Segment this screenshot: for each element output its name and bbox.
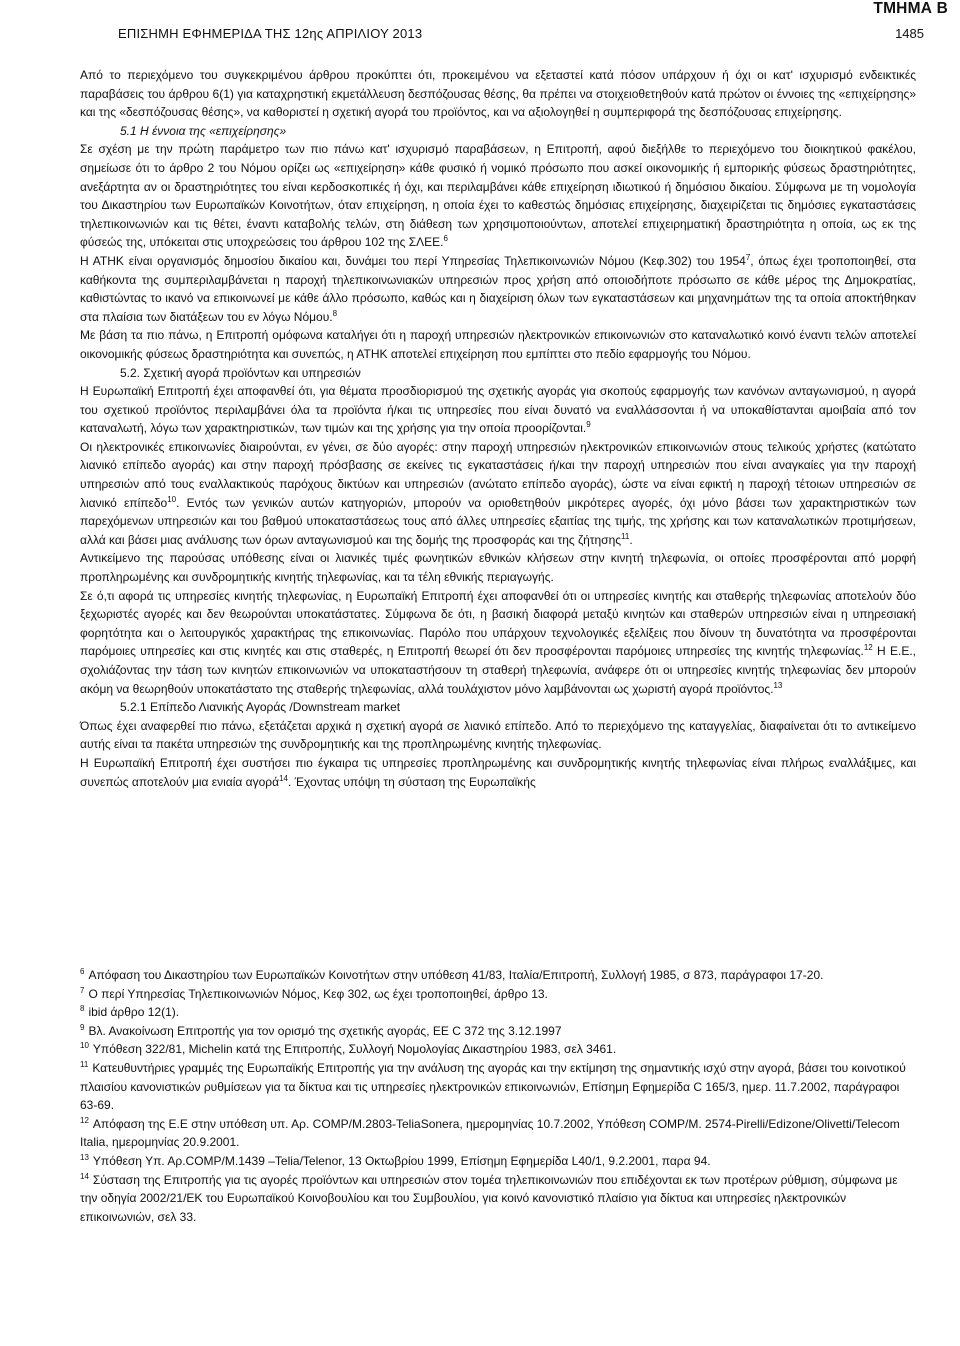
paragraph-text: , όπως έχει τροποποιηθεί, στα καθήκοντα της συμπεριλαμβάνεται η παροχή τηλεπικοινωνιακών υπηρεσιών προς χρήση από οποιοδήποτε πρόσωπο σε κάθε μέρος της Δημοκρατίας, καθιστώντας το ικανό να επικοινωνεί με κάθε άλλο πρόσωπο, καθώς και η διαχείριση όλων των εγκαταστάσεων και μηχανημάτων της τα οποία αποκτήθηκαν στα πλαίσια των διατάξεων του εν λόγω Νόμου. <box>80 253 916 324</box>
footnote-text: Κατευθυντήριες γραμμές της Ευρωπαϊκής Επιτροπής για την ανάλυση της αγοράς και την εκτίμηση της σημαντικής ισχύ στην αγορά, βάσει του κοινοτικού πλαισίου κανονιστικών ρυθμίσεων για τα δίκτυα και τις υπηρεσίες ηλεκτρονικών επικοινωνιών, Επίσημη Εφημερίδα C 165/3, ημερ. 11.7.2002, παράγραφοι 63-69. <box>80 1060 906 1113</box>
footnote <box>80 985 916 1004</box>
paragraph <box>80 382 916 438</box>
footnote-text: Βλ. Ανακοίνωση Επιτροπής για τον ορισμό της σχετικής αγοράς, ΕΕ C 372 της 3.12.1997 <box>88 1023 562 1038</box>
footnote-text: ibid άρθρο 12(1). <box>88 1005 180 1020</box>
paragraph <box>80 140 916 252</box>
footnote-ref: 9 <box>586 420 591 430</box>
footnote-ref: 7 <box>745 252 751 262</box>
footnotes <box>80 966 916 1226</box>
footnote <box>80 1022 916 1041</box>
paragraph: Όπως έχει αναφερθεί πιο πάνω, εξετάζεται αρχικά η σχετική αγορά σε λιανικό επίπεδο. Από το περιεχόμενο της καταγγελίας, διαφαίνεται ότι το αντικείμενο αυτής είναι τα πακέτα υπηρεσιών της συνδρομητικής και της προπληρωμένης κινητής τηλεφωνίας. <box>80 718 916 752</box>
footnote <box>80 1003 916 1022</box>
footnote-mark: 12 <box>80 1115 89 1125</box>
paragraph: Με βάση τα πιο πάνω, η Επιτροπή ομόφωνα καταλήγει ότι η παροχή υπηρεσιών ηλεκτρονικών επικοινωνιών στο καταναλωτικό κοινό έναντι τελών αποτελεί οικονομικής φύσεως δραστηριότητα και συνεπώς, η ΑΤΗΚ αποτελεί επιχείρηση που εμπίπτει στο πεδίο εφαρμογής του Νόμου. <box>80 328 916 361</box>
footnote-text: Υπόθεση Υπ. Αρ.COMP/M.1439 –Telia/Telenor, 13 Οκτωβρίου 1999, Επίσημη Εφημερίδα L40/1, 9.2.2001, παρα 94. <box>92 1153 711 1168</box>
footnote-ref: 6 <box>443 234 448 244</box>
footnote-text: Απόφαση του Δικαστηρίου των Ευρωπαϊκών Κοινοτήτων στην υπόθεση 41/83, Ιταλία/Επιτροπή, Συλλογή 1985, σ 873, παράγραφοι 17-20. <box>88 968 824 982</box>
footnote-mark: 6 <box>80 967 85 976</box>
section-heading: 5.1 Η έννοια της «επιχείρησης» <box>120 123 287 138</box>
paragraph-text: Η Ευρωπαϊκή Επιτροπή έχει αποφανθεί ότι, για θέματα προσδιορισμού της σχετικής αγοράς για σκοπούς εφαρμογής των κανόνων ανταγωνισμού, η αγορά του σχετικού προϊόντος περιλαμβάνει όλα τα προϊόντα ή/και τις υπηρεσίες που είναι δυνατό να εναλλάσσονται ή να υποκαθίστανται αμοιβαία από τον καταναλωτή, λόγω των χαρακτηριστικών, των τιμών και της χρήσης για την οποία προορίζονται. <box>80 384 916 436</box>
footnote-ref: 11 <box>621 531 630 541</box>
footnote-ref: 14 <box>279 773 288 783</box>
footnote <box>80 1059 916 1115</box>
paragraph-text: . Έχοντας υπόψη τη σύσταση της Ευρωπαϊκής <box>287 774 536 789</box>
footnote <box>80 1040 916 1059</box>
footnote-ref: 13 <box>773 680 783 690</box>
paragraph: Αντικείμενο της παρούσας υπόθεσης είναι οι λιανικές τιμές φωνητικών εθνικών κλήσεων στην κινητή τηλεφωνία, οι οποίες προσφέρονται από μορφή προπληρωμένης και συνδρομητικής κινητής τηλεφωνίας, και τα τέλη εθνικής περιαγωγής. <box>80 551 916 585</box>
paragraph <box>80 438 916 550</box>
main-text <box>80 66 916 791</box>
paragraph <box>80 754 916 791</box>
footnote-mark: 13 <box>80 1152 89 1162</box>
paragraph-text: Η ΑΤΗΚ είναι οργανισμός δημοσίου δικαίου και, δυνάμει του περί Υπηρεσίας Τηλεπικοινωνιών Νόμου (Κεφ.302) του 1954 <box>80 253 746 268</box>
paragraph <box>80 252 916 326</box>
footnote-text: Σύσταση της Επιτροπής για τις αγορές προϊόντων και υπηρεσιών στον τομέα τηλεπικοινωνιών που επιδέχονται εκ των προτέρων ρύθμιση, σύμφωνα με την οδηγία 2002/21/ΕΚ του Ευρωπαϊκού Κοινοβουλίου και του Συμβουλίου, για κοινό κανονιστικό πλαίσιο για δίκτυα και υπηρεσίες ηλεκτρονικών επικοινωνιών, σελ 33. <box>80 1172 898 1224</box>
footnote-text: Ο περί Υπηρεσίας Τηλεπικοινωνιών Νόμος, Κεφ 302, ως έχει τροποποιηθεί, άρθρο 13. <box>88 986 548 1001</box>
running-header: ΕΠΙΣΗΜΗ ΕΦΗΜΕΡΙΔΑ ΤΗΣ 12ης ΑΠΡΙΛΙΟΥ 2013 <box>118 26 423 41</box>
footnote <box>80 966 916 985</box>
footnote-ref: 12 <box>863 643 873 653</box>
paragraph-text: . Εντός των γενικών αυτών κατηγοριών, μπορούν να οριοθετηθούν μικρότερες αγορές, όχι μόνο βάσει των χαρακτηριστικών των παρεχόμενων υπηρεσιών και του βαθμού υποκαταστάσεως τους από άλλες υπηρεσίες εξαιτίας της τιμής, της χρήσης και των καταναλωτικών προτιμήσεων, αλλά και βάσει μιας ανάλυσης των όρων ανταγωνισμού και της δομής της προσφοράς και της ζήτησης <box>80 495 916 547</box>
page-number: 1485 <box>895 26 924 41</box>
paragraph: Από το περιεχόμενο του συγκεκριμένου άρθρου προκύπτει ότι, προκειμένου να εξεταστεί κατά πόσον υπάρχουν ή όχι οι κατ' ισχυρισμό ενδεικτικές παραβάσεις του άρθρου 6(1) για καταχρηστική εκμετάλλευση δεσπόζουσας θέσης, θα πρέπει να στοιχειοθετηθούν κατά πρώτον οι έννοιες της «επιχείρησης» και της «δεσπόζουσας θέσης», να καθοριστεί η σχετική αγορά του προϊόντος, και να αξιολογηθεί η συμπεριφορά της δεσπόζουσας επιχείρησης. <box>80 68 916 120</box>
paragraph-text: Σε ό,τι αφορά τις υπηρεσίες κινητής τηλεφωνίας, η Ευρωπαϊκή Επιτροπή έχει αποφανθεί ότι οι υπηρεσίες κινητής και σταθερής τηλεφωνίας αποτελούν δύο ξεχωριστές αγορές και δεν θεωρούνται υποκατάστατες. Σύμφωνα δε ότι, η βασική διαφορά μεταξύ κινητών και σταθερών υπηρεσιών είναι η υπηρεσιακή φορητότητα και ο λειτουργικός χαρακτήρας της επικοινωνίας. Παρόλο που υπάρχουν τεχνολογικές εξελίξεις που δίνουν τη δυνατότητα να προσφέρονται παρόμοιες υπηρεσίες και στις κινητές και στις σταθερές, η Επιτροπή θεωρεί ότι δεν προσφέρονται παρόμοιες υπηρεσίες της κινητής τηλεφωνίας. <box>80 588 916 659</box>
section-label: ΤΜΗΜΑ Β <box>873 0 948 17</box>
footnote <box>80 1171 916 1227</box>
paragraph-text: Οι ηλεκτρονικές επικοινωνίες διαιρούνται, εν γένει, σε δύο αγορές: στην παροχή υπηρεσιών ηλεκτρονικών επικοινωνιών στους τελικούς χρήστες (κατώτατο λιανικό επίπεδο αγοράς) και στην παροχή πρόσβασης σε εκείνες τις εγκαταστάσεις ή/και την παροχή υπηρεσιών που είναι αναγκαίες για την παροχή υπηρεσιών από τους εναλλακτικούς παρόχους δικτύων και υπηρεσιών (ανώτατο επίπεδο αγοράς), ώστε να είναι εφικτή η παροχή τέτοιων υπηρεσιών σε λιανικό επίπεδο <box>80 439 916 510</box>
section-heading: 5.2. Σχετική αγορά προϊόντων και υπηρεσιών <box>120 365 361 380</box>
footnote-text: Υπόθεση 322/81, Michelin κατά της Επιτροπής, Συλλογή Νομολογίας Δικαστηρίου 1983, σελ 3461. <box>92 1042 617 1057</box>
footnote <box>80 1115 916 1152</box>
footnote-mark: 14 <box>80 1171 89 1181</box>
footnote-text: Απόφαση της Ε.Ε στην υπόθεση υπ. Αρ. COMP/M.2803-TeliaSonera, ημερομηνίας 10.7.2002, Υπόθεση COMP/M. 2574-Pirelli/Edizone/Olivetti/Telecom Italia, ημερομηνίας 20.9.2001. <box>80 1116 900 1150</box>
paragraph-text: Η Ευρωπαϊκή Επιτροπή έχει συστήσει πιο έγκαιρα τις υπηρεσίες προπληρωμένης και συνδρομητικής κινητής τηλεφωνίας είναι πλήρως εναλλάξιμες, και συνεπώς αποτελούν μια ενιαία αγορά <box>80 755 916 789</box>
paragraph <box>80 587 916 699</box>
footnote-mark: 7 <box>80 985 85 995</box>
footnote <box>80 1152 916 1171</box>
footnote-mark: 10 <box>80 1041 89 1051</box>
footnote-ref: 10 <box>167 494 177 504</box>
paragraph-text: . <box>629 532 633 547</box>
paragraph-text: Η Ε.Ε., σχολιάζοντας την τάση των κινητών επικοινωνιών να υποκαταστήσουν τη σταθερή τηλεφωνία, ανάφερε ότι οι υπηρεσίες κινητής τηλεφωνίας δεν μπορούν ακόμη να θεωρηθούν υποκατάστατο της σταθερής τηλεφωνίας, αλλά τουλάχιστον μόνο λαμβάνονται ως χωριστή αγορά προϊόντος. <box>80 644 916 696</box>
paragraph-text: Σε σχέση με την πρώτη παράμετρο των πιο πάνω κατ' ισχυρισμό παραβάσεων, η Επιτροπή, αφού διεξήλθε το περιεχόμενο του διοικητικού φακέλου, σημείωσε ότι το άρθρο 2 του Νόμου ορίζει ως «επιχείρηση» κάθε φυσικό ή νομικό πρόσωπο που ασκεί οικονομικής ή εμπορικής φύσεως δραστηριότητες, ανεξάρτητα αν οι δραστηριότητες του είναι κερδοσκοπικές ή όχι, και περιλαμβάνει κάθε επιχείρηση ιδιωτικού ή δημόσιου δικαίου. Σύμφωνα με τη νομολογία του Δικαστηρίου των Ευρωπαϊκών Κοινοτήτων, όταν επιχείρηση, η οποία έχει το καθεστώς δημόσιας επιχείρησης, διαχειρίζεται τις δημόσιες εγκαταστάσεις τηλεπικοινωνιών και τις θέτει, έναντι καταβολής τελών, στη διάθεση των χρησιμοποιούντων, αποτελεί επιχειρηματική δραστηριότητα η οποία, ως εκ της φύσεώς της, υπόκειται στις υποχρεώσεις του άρθρου 102 της ΣΛΕΕ. <box>80 142 916 250</box>
footnote-mark: 8 <box>80 1004 85 1014</box>
footnote-ref: 8 <box>332 308 338 318</box>
section-heading: 5.2.1 Επίπεδο Λιανικής Αγοράς /Downstream market <box>120 700 401 715</box>
footnote-mark: 11 <box>80 1059 89 1069</box>
footnote-mark: 9 <box>80 1022 85 1032</box>
